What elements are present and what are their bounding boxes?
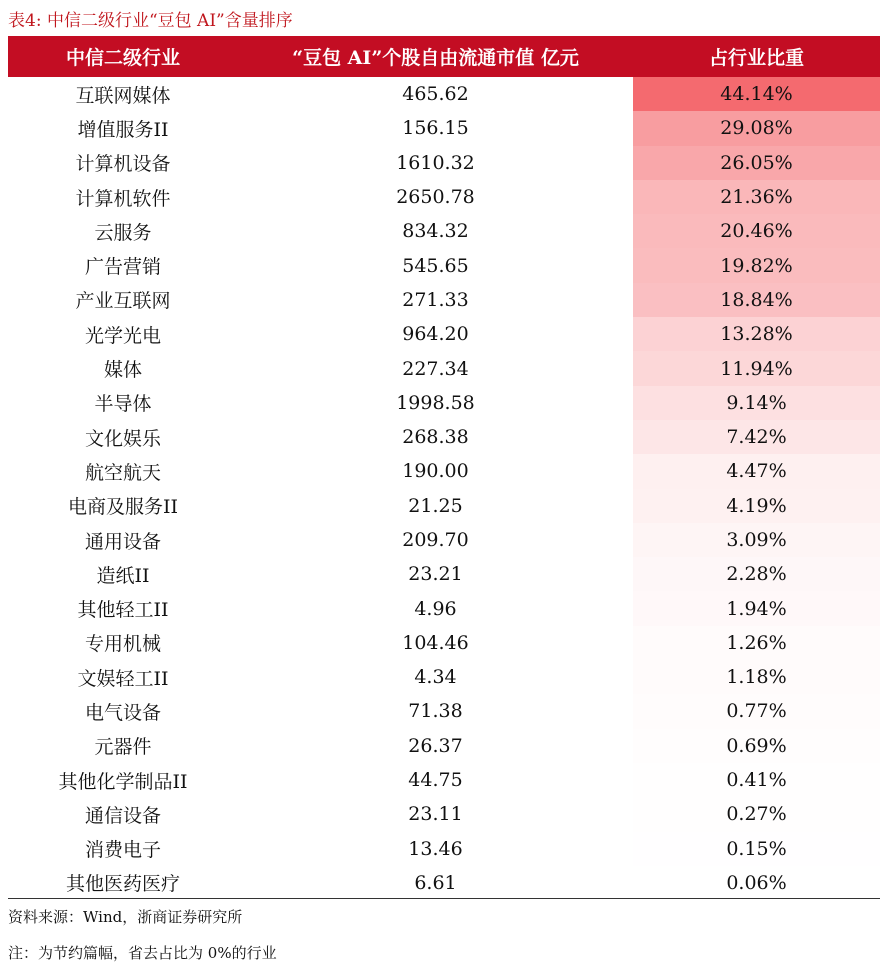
header-share: 占行业比重: [633, 36, 880, 77]
industry-cell: 半导体: [94, 393, 152, 416]
industry-cell: 其他轻工II: [77, 599, 169, 622]
table-row: [8, 557, 880, 591]
market-cap-cell: 268.38: [402, 426, 469, 449]
table-header-row: [8, 36, 880, 77]
table-row: [8, 523, 880, 557]
share-cell: 4.19%: [633, 489, 880, 523]
industry-cell: 电商及服务II: [67, 496, 178, 519]
industry-cell: 其他医药医疗: [65, 873, 180, 896]
industry-cell: 云服务: [94, 221, 152, 244]
industry-cell: 电气设备: [84, 701, 161, 724]
market-cap-cell: 13.46: [408, 837, 463, 860]
industry-cell: 其他化学制品II: [58, 770, 188, 793]
share-cell: 26.05%: [633, 146, 880, 180]
table-row: [8, 866, 880, 900]
market-cap-cell: 23.21: [408, 563, 463, 586]
table-row: [8, 660, 880, 694]
table-row: [8, 489, 880, 523]
market-cap-cell: 227.34: [402, 357, 469, 380]
share-cell: 11.94%: [633, 351, 880, 385]
industry-cell: 航空航天: [84, 461, 161, 484]
market-cap-cell: 271.33: [402, 288, 469, 311]
share-cell: 7.42%: [633, 420, 880, 454]
table-row: [8, 454, 880, 488]
market-cap-cell: 4.34: [414, 666, 457, 689]
header-industry: 中信二级行业: [8, 36, 238, 77]
table-row: [8, 351, 880, 385]
table-row: [8, 180, 880, 214]
industry-cell: 文娱轻工II: [77, 667, 169, 690]
share-cell: 0.15%: [633, 832, 880, 866]
market-cap-cell: 1610.32: [396, 151, 475, 174]
share-cell: 0.27%: [633, 797, 880, 831]
share-cell: 9.14%: [633, 386, 880, 420]
market-cap-cell: 26.37: [408, 734, 463, 757]
header-market-cap: “豆包 AI”个股自由流通市值 亿元: [238, 36, 633, 77]
market-cap-cell: 71.38: [408, 700, 463, 723]
industry-cell: 光学光电: [84, 324, 161, 347]
market-cap-cell: 1998.58: [396, 391, 475, 414]
table-row: [8, 111, 880, 145]
market-cap-cell: 104.46: [402, 631, 469, 654]
industry-cell: 媒体: [103, 359, 142, 382]
industry-cell: 元器件: [94, 736, 152, 759]
share-cell: 3.09%: [633, 523, 880, 557]
share-cell: 4.47%: [633, 454, 880, 488]
table-row: [8, 729, 880, 763]
market-cap-cell: 2650.78: [396, 186, 475, 209]
share-cell: 0.06%: [633, 866, 880, 900]
table-title: 表4: 中信二级行业“豆包 AI”含量排序: [8, 11, 293, 31]
table-row: [8, 283, 880, 317]
industry-cell: 消费电子: [84, 839, 161, 862]
share-cell: 18.84%: [633, 283, 880, 317]
table-row: [8, 386, 880, 420]
share-cell: 1.18%: [633, 660, 880, 694]
table-row: [8, 797, 880, 831]
table-row: [8, 591, 880, 625]
table-row: [8, 626, 880, 660]
table-row: [8, 317, 880, 351]
share-cell: 1.94%: [633, 591, 880, 625]
market-cap-cell: 834.32: [402, 220, 469, 243]
market-cap-cell: 209.70: [402, 529, 469, 551]
industry-cell: 专用机械: [84, 633, 161, 656]
market-cap-cell: 44.75: [408, 769, 463, 792]
share-cell: 0.69%: [633, 729, 880, 763]
share-cell: 2.28%: [633, 557, 880, 591]
industry-cell: 计算机软件: [75, 187, 171, 210]
share-cell: 44.14%: [633, 77, 880, 111]
share-cell: 0.77%: [633, 694, 880, 728]
table-row: [8, 214, 880, 248]
table-row: [8, 248, 880, 282]
table-row: [8, 77, 880, 111]
market-cap-cell: 4.96: [414, 597, 457, 620]
table-row: [8, 146, 880, 180]
share-cell: 19.82%: [633, 248, 880, 282]
table-row: [8, 420, 880, 454]
market-cap-cell: 964.20: [402, 323, 469, 346]
share-cell: 21.36%: [633, 180, 880, 214]
industry-table: [8, 36, 880, 900]
market-cap-cell: 21.25: [408, 494, 463, 517]
share-cell: 29.08%: [633, 111, 880, 145]
table-row: [8, 832, 880, 866]
industry-cell: 文化娱乐: [84, 427, 161, 450]
industry-cell: 互联网媒体: [75, 84, 171, 107]
market-cap-cell: 23.11: [408, 803, 463, 826]
industry-cell: 增值服务II: [77, 118, 169, 141]
industry-cell: 产业互联网: [75, 290, 171, 313]
share-cell: 20.46%: [633, 214, 880, 248]
share-cell: 0.41%: [633, 763, 880, 797]
table-bottom-rule: [8, 898, 880, 899]
share-cell: 13.28%: [633, 317, 880, 351]
source-note: 资料来源：Wind，浙商证券研究所: [8, 908, 243, 926]
industry-cell: 广告营销: [84, 256, 161, 279]
table-row: [8, 763, 880, 797]
market-cap-cell: 465.62: [402, 83, 469, 106]
market-cap-cell: 6.61: [414, 871, 457, 894]
industry-cell: 计算机设备: [75, 153, 171, 176]
table-row: [8, 694, 880, 728]
industry-cell: 造纸II: [96, 564, 150, 587]
footnote: 注：为节约篇幅，省去占比为 0%的行业: [8, 944, 277, 962]
market-cap-cell: 156.15: [402, 117, 469, 140]
market-cap-cell: 190.00: [402, 460, 469, 483]
industry-cell: 通信设备: [84, 804, 161, 827]
industry-cell: 通用设备: [84, 530, 161, 553]
share-cell: 1.26%: [633, 626, 880, 660]
market-cap-cell: 545.65: [402, 254, 469, 277]
table-body: [8, 77, 880, 900]
